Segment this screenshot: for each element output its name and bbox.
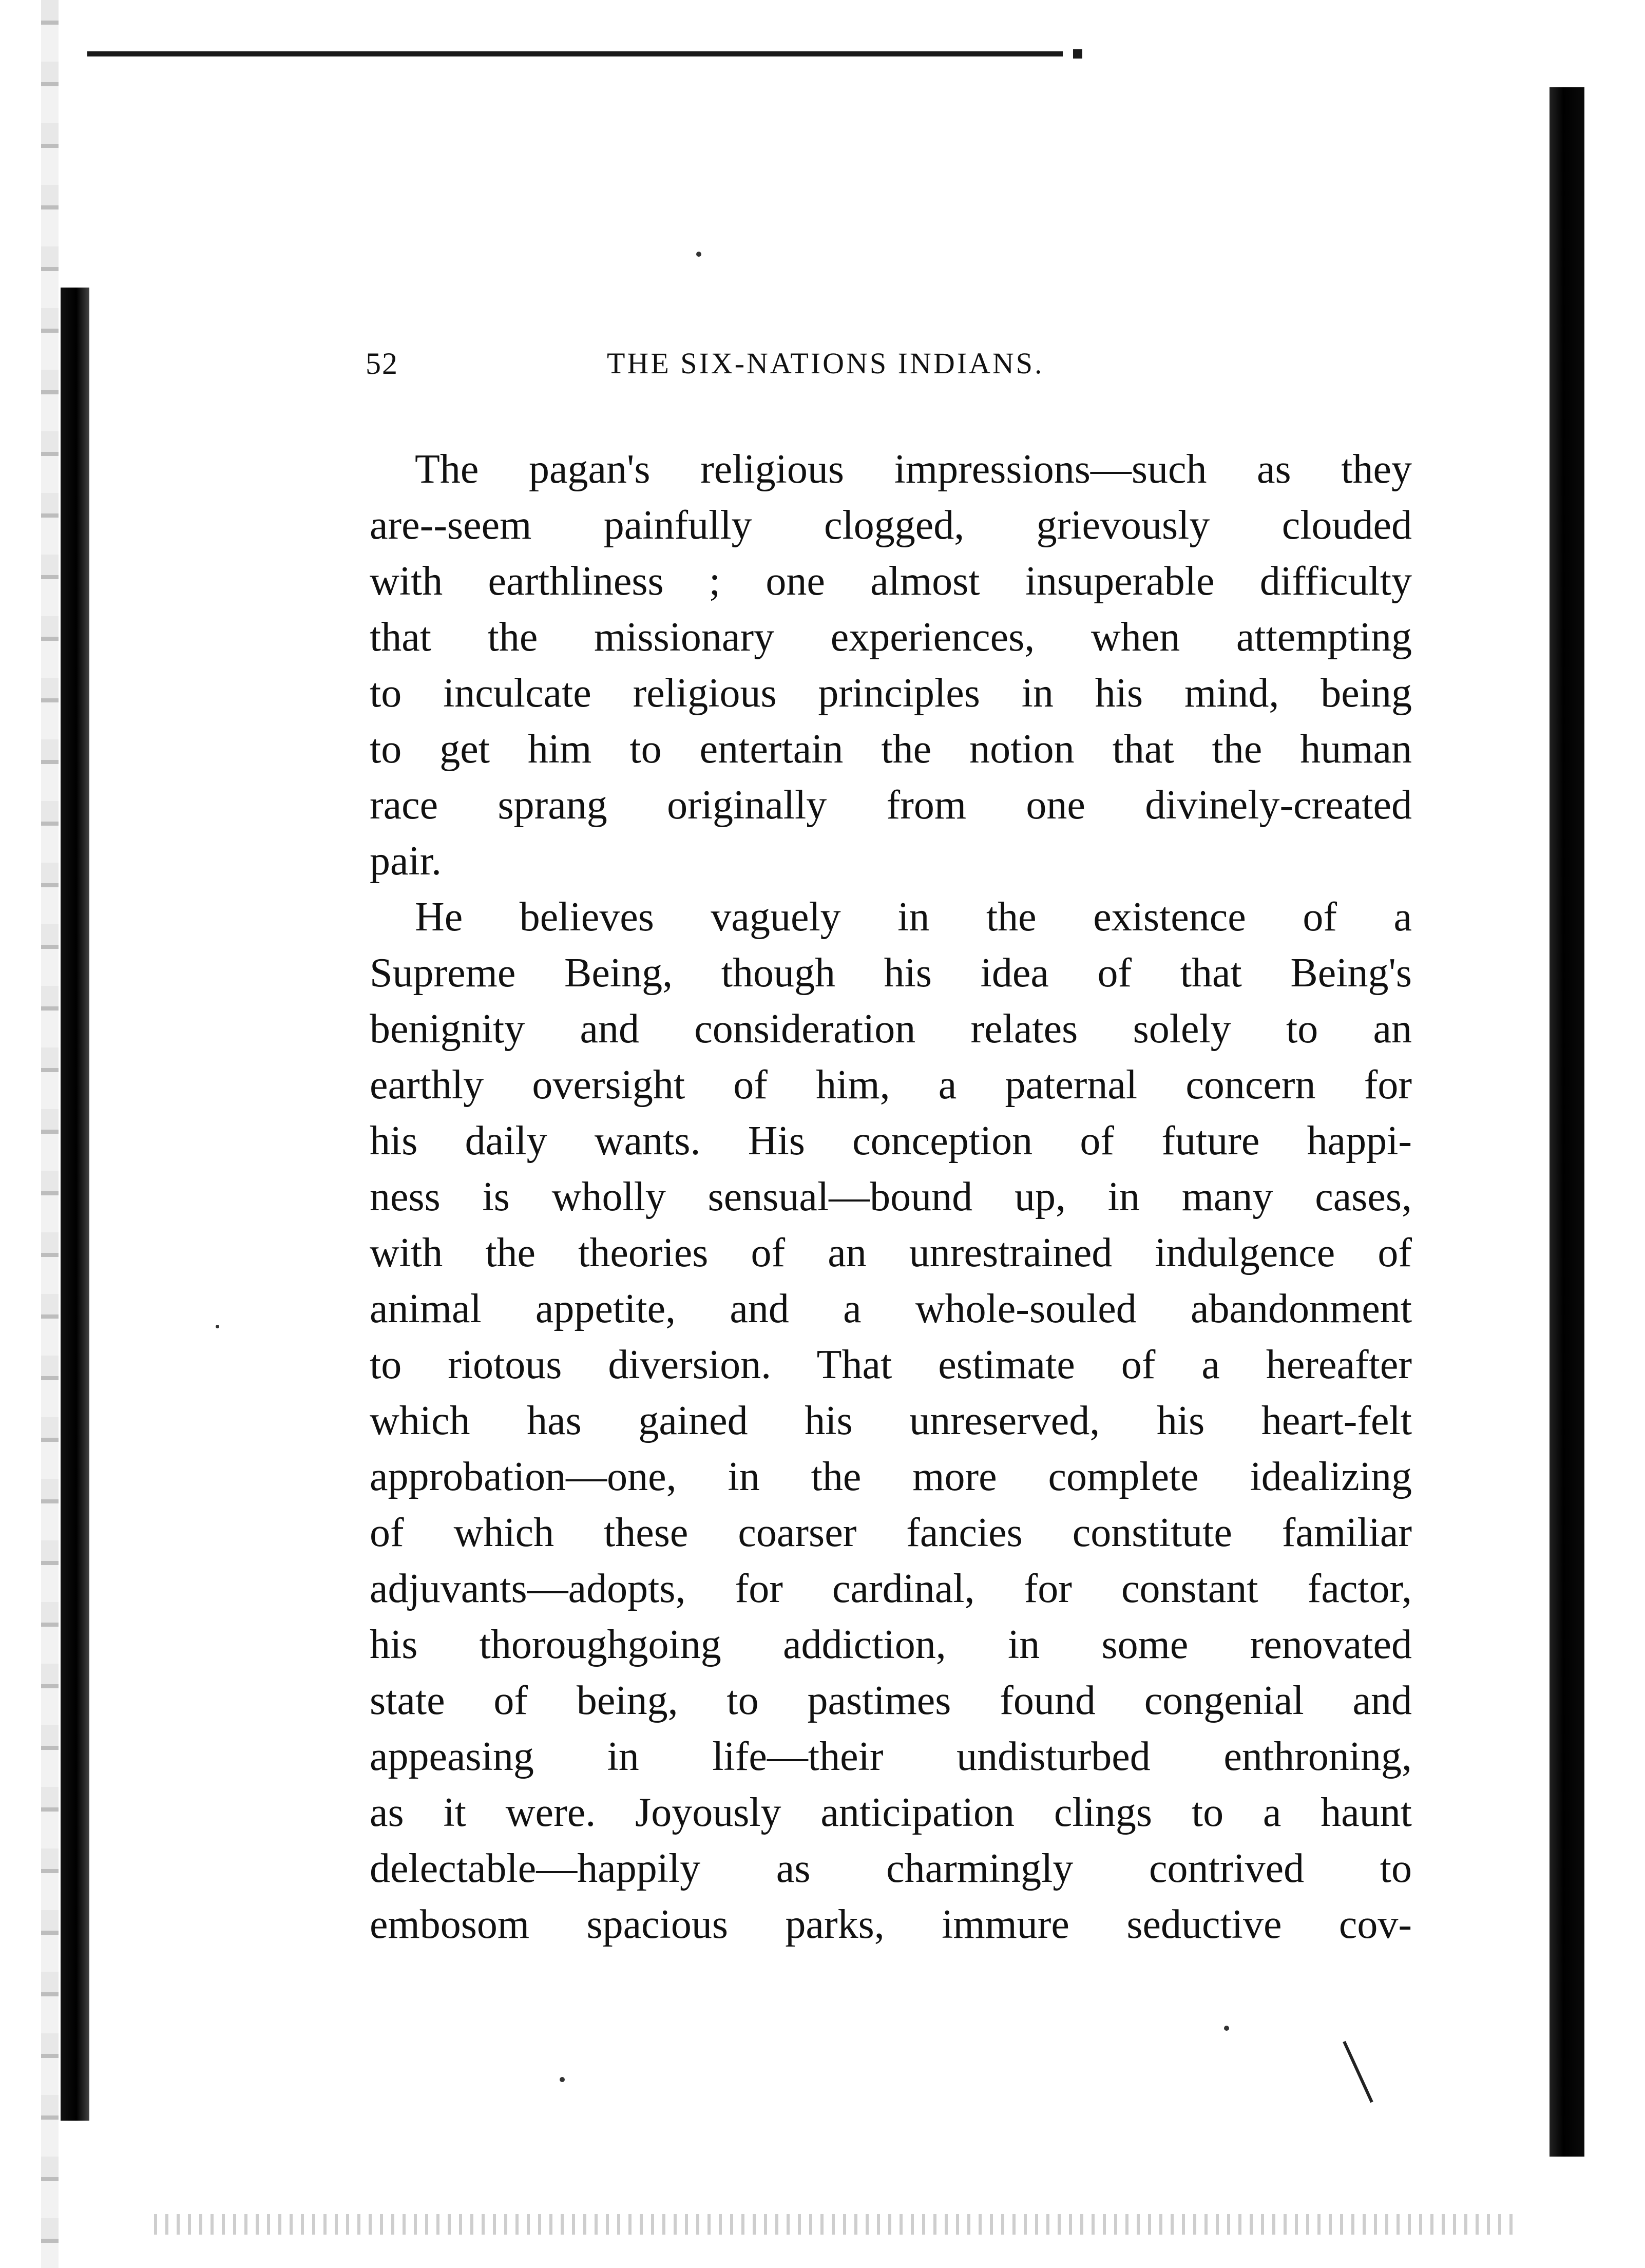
text-line: are--seem painfully clogged, grievously clouded: [370, 503, 1412, 548]
text-line: embosom spacious parks, immure seductive cov-: [370, 1902, 1412, 1947]
scan-speck: [1073, 49, 1082, 59]
text-line: animal appetite, and a whole-souled abandonment: [370, 1286, 1412, 1331]
text-line: ness is wholly sensual—bound up, in many cases,: [370, 1174, 1412, 1219]
scan-dot: [696, 252, 701, 257]
text-line: state of being, to pastimes found congenial and: [370, 1678, 1412, 1723]
text-line: to get him to entertain the notion that the human: [370, 727, 1412, 772]
text-line: to inculcate religious principles in his mind, being: [370, 671, 1412, 716]
text-line: adjuvants—adopts, for cardinal, for constant factor,: [370, 1566, 1412, 1611]
page-number: 52: [366, 347, 398, 380]
scan-top-rule: [87, 51, 1063, 56]
text-line: pair.: [370, 838, 442, 884]
text-line: approbation—one, in the more complete idealizing: [370, 1454, 1412, 1499]
scan-right-binding-shadow: [1550, 87, 1584, 2157]
text-line: The pagan's religious impressions—such as they: [415, 447, 1412, 492]
scan-dot: [216, 1325, 219, 1328]
paragraph-1: [370, 442, 1412, 889]
text-line: He believes vaguely in the existence of a: [415, 894, 1412, 940]
scan-dot: [1224, 2026, 1229, 2031]
text-line: with earthliness ; one almost insuperable difficulty: [370, 559, 1412, 604]
text-line: race sprang originally from one divinely-created: [370, 783, 1412, 828]
text-line: Supreme Being, though his idea of that Being's: [370, 950, 1412, 996]
text-line: which has gained his unreserved, his heart-felt: [370, 1398, 1412, 1443]
text-line: earthly oversight of him, a paternal concern for: [370, 1062, 1412, 1108]
text-line: of which these coarser fancies constitute familiar: [370, 1510, 1412, 1555]
text-line: delectable—happily as charmingly contrived to: [370, 1846, 1412, 1891]
text-line: as it were. Joyously anticipation clings to a haunt: [370, 1790, 1412, 1835]
text-line: to riotous diversion. That estimate of a hereafter: [370, 1342, 1412, 1387]
text-line: with the theories of an unrestrained indulgence of: [370, 1230, 1412, 1275]
text-line: benignity and consideration relates solely to an: [370, 1006, 1412, 1052]
running-head: THE SIX-NATIONS INDIANS.: [607, 347, 1044, 380]
text-line: appeasing in life—their undisturbed enthroning,: [370, 1734, 1412, 1779]
page-header: [366, 343, 1413, 384]
text-line: his daily wants. His conception of future happi-: [370, 1118, 1412, 1164]
paragraph-2: [370, 889, 1412, 1953]
scan-bottom-noise: [154, 2214, 1515, 2235]
text-line: his thoroughgoing addiction, in some renovated: [370, 1622, 1412, 1667]
scan-stray-mark: [1340, 2038, 1376, 2105]
scan-dot: [560, 2077, 565, 2082]
scan-left-edge: [41, 0, 59, 2268]
scan-left-binding-shadow: [61, 288, 89, 2121]
body-text: [370, 442, 1412, 1953]
text-line: that the missionary experiences, when attempting: [370, 615, 1412, 660]
